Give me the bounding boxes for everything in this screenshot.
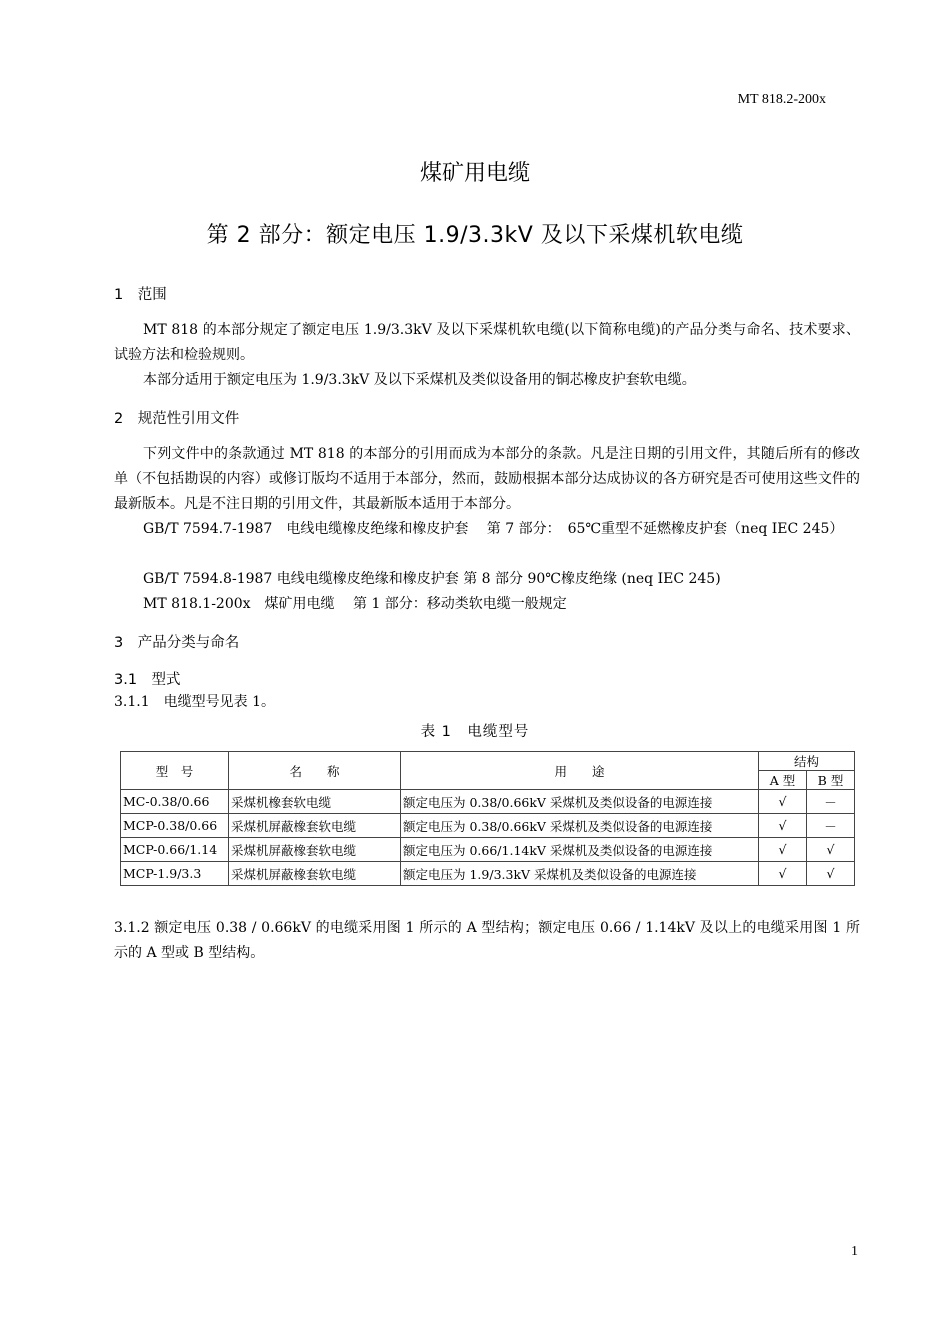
header-usage: 用 途 <box>401 752 759 790</box>
clause-3-1-2: 3.1.2 额定电压 0.38 / 0.66kV 的电缆采用图 1 所示的 A 型结构；额定电压 0.66 / 1.14kV 及以上的电缆采用图 1 所示的 A 型或 B 型结构。 <box>114 920 860 961</box>
table-row <box>121 862 855 886</box>
header-structure: 结构 <box>759 752 855 771</box>
section-3-1-heading: 3.1 型式 <box>114 672 181 688</box>
section-2-heading: 2 规范性引用文件 <box>114 411 240 427</box>
cell-name: 采煤机屏蔽橡套软电缆 <box>229 814 401 838</box>
section-1-paragraph-1: MT 818 的本部分规定了额定电压 1.9/3.3kV 及以下采煤机软电缆(以下简称电缆)的产品分类与命名、技术要求、试验方法和检验规则。 <box>114 322 860 363</box>
document-title: 煤矿用电缆 <box>419 161 530 186</box>
header-model: 型 号 <box>121 752 229 790</box>
section-1-heading: 1 范围 <box>114 287 167 303</box>
cell-type-a: √ <box>759 862 807 886</box>
reference-mt-818-1: MT 818.1-200x 煤矿用电缆 第 1 部分：移动类软电缆一般规定 <box>143 596 567 612</box>
page-number: 1 <box>851 1244 858 1259</box>
cell-type-b: √ <box>807 838 855 862</box>
clause-3-1-1: 3.1.1 电缆型号见表 1。 <box>114 694 275 710</box>
document-subtitle: 第 2 部分：额定电压 1.9/3.3kV 及以下采煤机软电缆 <box>206 223 744 248</box>
cell-type-a: √ <box>759 814 807 838</box>
cell-name: 采煤机屏蔽橡套软电缆 <box>229 862 401 886</box>
section-2-paragraph-1: 下列文件中的条款通过 MT 818 的本部分的引用而成为本部分的条款。凡是注日期的引用文件，其随后所有的修改单（不包括勘误的内容）或修订版均不适用于本部分，然而，鼓励根据本部分达成协议的各方研究是否可使用这些文件的最新版本。凡是不注日期的引用文件，其最新版本适用于本部分。 <box>114 446 860 512</box>
cell-model: MCP-0.38/0.66 <box>121 814 229 838</box>
cell-usage: 额定电压为 0.66/1.14kV 采煤机及类似设备的电源连接 <box>401 838 759 862</box>
cell-type-a: √ <box>759 790 807 814</box>
cell-type-b: － <box>807 814 855 838</box>
header-type-b: B 型 <box>807 771 855 790</box>
cell-usage: 额定电压为 0.38/0.66kV 采煤机及类似设备的电源连接 <box>401 814 759 838</box>
cell-name: 采煤机橡套软电缆 <box>229 790 401 814</box>
header-name: 名 称 <box>229 752 401 790</box>
table-caption: 表 1 电缆型号 <box>420 724 530 740</box>
header-type-a: A 型 <box>759 771 807 790</box>
table-row <box>121 838 855 862</box>
cell-model: MCP-0.66/1.14 <box>121 838 229 862</box>
document-code: MT 818.2-200x <box>737 92 826 107</box>
reference-gbt-7594-7: GB/T 7594.7-1987 电线电缆橡皮绝缘和橡皮护套 第 7 部分： 65℃重型不延燃橡皮护套（neq IEC 245） <box>143 521 844 537</box>
section-3-heading: 3 产品分类与命名 <box>114 635 240 651</box>
cell-type-b: － <box>807 790 855 814</box>
section-1-paragraph-2: 本部分适用于额定电压为 1.9/3.3kV 及以下采煤机及类似设备用的铜芯橡皮护套软电缆。 <box>143 372 696 388</box>
cell-usage: 额定电压为 1.9/3.3kV 采煤机及类似设备的电源连接 <box>401 862 759 886</box>
table-row <box>121 790 855 814</box>
cell-type-b: √ <box>807 862 855 886</box>
cable-model-table <box>120 751 855 886</box>
cell-model: MC-0.38/0.66 <box>121 790 229 814</box>
reference-gbt-7594-8: GB/T 7594.8-1987 电线电缆橡皮绝缘和橡皮护套 第 8 部分 90℃橡皮绝缘 (neq IEC 245) <box>143 571 721 587</box>
cell-model: MCP-1.9/3.3 <box>121 862 229 886</box>
cell-usage: 额定电压为 0.38/0.66kV 采煤机及类似设备的电源连接 <box>401 790 759 814</box>
table-row <box>121 814 855 838</box>
cell-name: 采煤机屏蔽橡套软电缆 <box>229 838 401 862</box>
cell-type-a: √ <box>759 838 807 862</box>
